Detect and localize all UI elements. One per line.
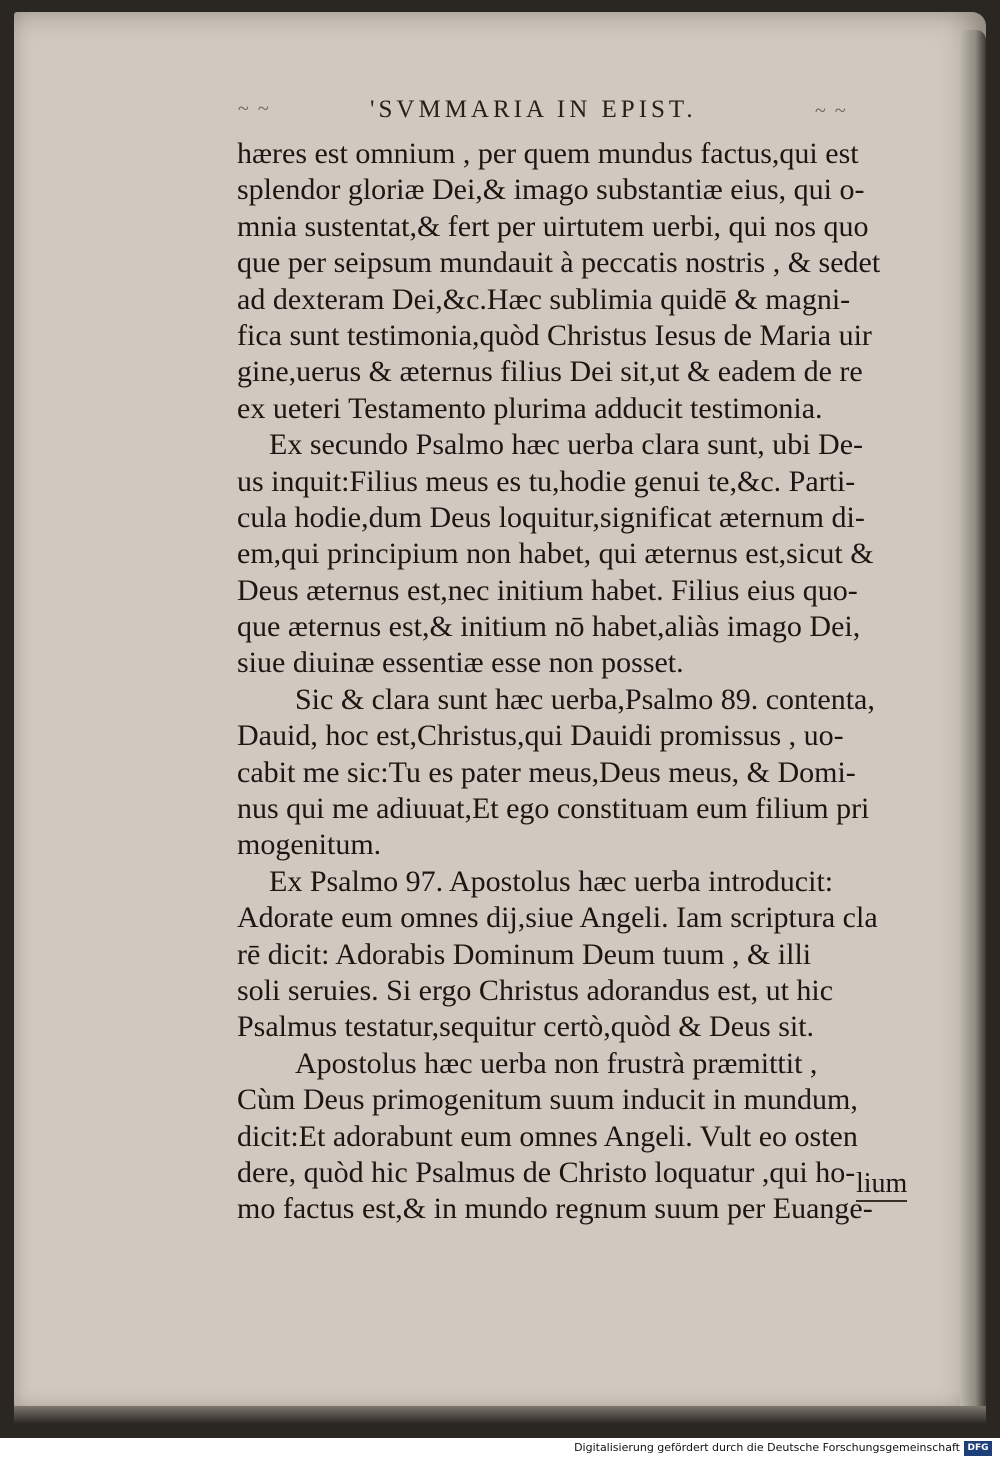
text-line: que per seipsum mundauit à peccatis nostris , & sedet xyxy=(237,246,881,280)
text-line: gine,uerus & æternus filius Dei sit,ut & eadem de re xyxy=(237,355,863,389)
text-line: mo factus est,& in mundo regnum suum per Euange- xyxy=(237,1192,873,1226)
text-line: siue diuinæ essentiæ esse non posset. xyxy=(237,646,684,680)
text-line: Sic & clara sunt hæc uerba,Psalmo 89. contenta, xyxy=(295,682,875,716)
text-line: splendor gloriæ Dei,& imago substantiæ eius, qui o- xyxy=(237,173,865,207)
text-line: em,qui principium non habet, qui æternus est,sicut & xyxy=(237,537,874,571)
text-line: Deus æternus est,nec initium habet. Filius eius quo- xyxy=(237,573,858,607)
text-line: mogenitum. xyxy=(237,828,382,862)
text-line: us inquit:Filius meus es tu,hodie genui te,&c. Parti- xyxy=(237,464,856,498)
funding-note: Digitalisierung gefördert durch die Deutsche Forschungsgemeinschaft xyxy=(574,1441,960,1454)
text-line: dere, quòd hic Psalmus de Christo loquatur ,qui ho- xyxy=(237,1155,856,1189)
text-line: hæres est omnium , per quem mundus factus,qui est xyxy=(237,137,859,170)
text-line: soli seruies. Si ergo Christus adorandus est, ut hic xyxy=(237,973,834,1007)
dfg-logo-icon: DFG xyxy=(964,1441,992,1456)
text-line: Dauid, hoc est,Christus,qui Dauidi promissus , uo- xyxy=(237,719,844,753)
text-line: ad dexteram Dei,&c.Hæc sublimia quidē & magni- xyxy=(237,282,851,316)
page-shadow xyxy=(14,1406,986,1424)
text-line: que æternus est,& initium nō habet,aliàs imago Dei, xyxy=(237,610,861,644)
body-text xyxy=(237,136,937,1228)
text-line: nus qui me adiuuat,Et ego constituam eum filium pri xyxy=(237,792,870,826)
text-line: dicit:Et adorabunt eum omnes Angeli. Vult eo osten xyxy=(237,1119,858,1153)
text-line: Ex secundo Psalmo hæc uerba clara sunt, ubi De- xyxy=(269,428,864,462)
text-line: Adorate eum omnes dij,siue Angeli. Iam scriptura cla xyxy=(237,901,878,935)
catchword: lium xyxy=(856,1168,907,1202)
header-title: 'SVMMARIA IN EPIST. xyxy=(370,96,697,123)
header-left-mark: ~ ~ xyxy=(238,98,271,120)
text-line: cula hodie,dum Deus loquitur,significat æternum di- xyxy=(237,500,865,534)
text-line: Cùm Deus primogenitum suum inducit in mundum, xyxy=(237,1083,858,1117)
page-edge xyxy=(960,30,986,1415)
text-line: ex ueteri Testamento plurima adducit testimonia. xyxy=(237,391,823,425)
text-line: rē dicit: Adorabis Dominum Deum tuum , & illi xyxy=(237,937,812,971)
text-line: fica sunt testimonia,quòd Christus Iesus de Maria uir xyxy=(237,318,872,352)
text-line: Ex Psalmo 97. Apostolus hæc uerba introducit: xyxy=(269,864,834,898)
text-line: Psalmus testatur,sequitur certò,quòd & Deus sit. xyxy=(237,1010,815,1044)
header-right-mark: ~ ~ xyxy=(815,100,848,122)
running-header xyxy=(230,96,870,136)
footer-bar xyxy=(0,1438,1000,1460)
text-line: Apostolus hæc uerba non frustrà præmittit , xyxy=(295,1046,818,1080)
text-line: cabit me sic:Tu es pater meus,Deus meus, & Domi- xyxy=(237,755,856,789)
text-line: mnia sustentat,& fert per uirtutem uerbi, qui nos quo xyxy=(237,209,869,243)
